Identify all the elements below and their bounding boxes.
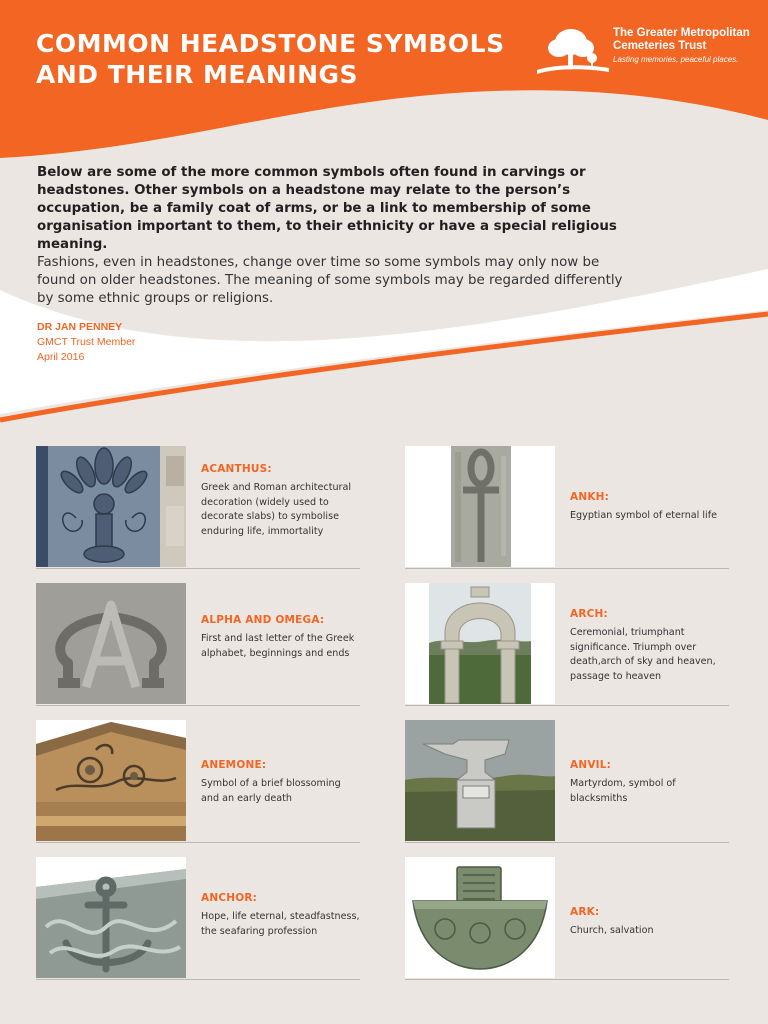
symbol-description: Greek and Roman architectural decoration (widely used to decorate slabs) to symbolise enduring life, immortality	[201, 482, 352, 537]
symbol-description: Egyptian symbol of eternal life	[570, 510, 717, 521]
author-block	[37, 320, 135, 365]
anvil-info	[570, 758, 729, 806]
symbol-card-anemone	[36, 720, 360, 843]
symbol-name: ANCHOR:	[201, 892, 258, 904]
symbol-card-ark	[405, 857, 729, 980]
symbol-description: Martyrdom, symbol of blacksmiths	[570, 778, 676, 804]
logo-text	[613, 27, 750, 65]
symbol-card-arch	[405, 583, 729, 706]
author-role: GMCT Trust Member	[37, 336, 136, 348]
anemone-info	[201, 758, 360, 806]
intro-bold-text: Below are some of the more common symbols often found in carvings or headstones. Other symbols on a headstone may relate to the person’s occupation, be a family coat of arms, or be a link to membership of some organisation important to them, to their ethnicity or have a special religious meaning.	[37, 165, 617, 252]
author-date: April 2016	[37, 351, 85, 363]
symbol-name: ACANTHUS:	[201, 463, 272, 475]
symbol-description: Ceremonial, triumphant significance. Triumph over death,arch of sky and heaven, passage to heaven	[570, 627, 716, 682]
symbol-name: ANEMONE:	[201, 759, 267, 771]
symbol-card-anchor	[36, 857, 360, 980]
symbol-card-acanthus	[36, 446, 360, 569]
ankh-image	[405, 446, 555, 567]
anvil-image	[405, 720, 555, 841]
symbol-name: ANKH:	[570, 491, 610, 503]
symbol-card-ankh	[405, 446, 729, 569]
ark-info	[570, 905, 729, 939]
arch-info	[570, 607, 729, 684]
symbol-card-alpha-and-omega	[36, 583, 360, 706]
logo-name-line-1: The Greater Metropolitan	[613, 27, 750, 39]
symbol-name: ANVIL:	[570, 759, 612, 771]
arch-image	[405, 583, 555, 704]
symbol-name: ALPHA AND OMEGA:	[201, 614, 325, 626]
anemone-image	[36, 720, 186, 841]
symbol-description: Church, salvation	[570, 925, 654, 936]
alpha-and-omega-info	[201, 613, 360, 661]
symbol-description: Hope, life eternal, steadfastness, the seafaring profession	[201, 911, 360, 937]
title-line-2: AND THEIR MEANINGS	[36, 60, 359, 89]
intro-normal-text: Fashions, even in headstones, change over time so some symbols may only now be found on older headstones. The meaning of some symbols may be regarded differently by some ethnic groups or religions.	[37, 255, 623, 306]
logo-tagline: Lasting memories, peaceful places.	[613, 55, 739, 64]
acanthus-image	[36, 446, 186, 567]
logo-name-line-2: Cemeteries Trust	[613, 40, 707, 52]
anchor-image	[36, 857, 186, 978]
tree-logo-icon	[535, 26, 611, 74]
anchor-info	[201, 891, 360, 939]
alpha-and-omega-image	[36, 583, 186, 704]
page-title	[36, 28, 505, 90]
symbol-description: First and last letter of the Greek alphabet, beginnings and ends	[201, 633, 355, 659]
author-name: DR JAN PENNEY	[37, 321, 123, 333]
ark-image	[405, 857, 555, 978]
acanthus-info	[201, 462, 360, 539]
ankh-info	[570, 490, 729, 524]
symbol-card-anvil	[405, 720, 729, 843]
symbol-name: ARCH:	[570, 608, 608, 620]
intro-paragraph	[37, 164, 637, 308]
symbol-name: ARK:	[570, 906, 600, 918]
gmct-logo	[535, 26, 750, 88]
symbol-description: Symbol of a brief blossoming and an early death	[201, 778, 341, 804]
title-line-1: COMMON HEADSTONE SYMBOLS	[36, 29, 505, 58]
